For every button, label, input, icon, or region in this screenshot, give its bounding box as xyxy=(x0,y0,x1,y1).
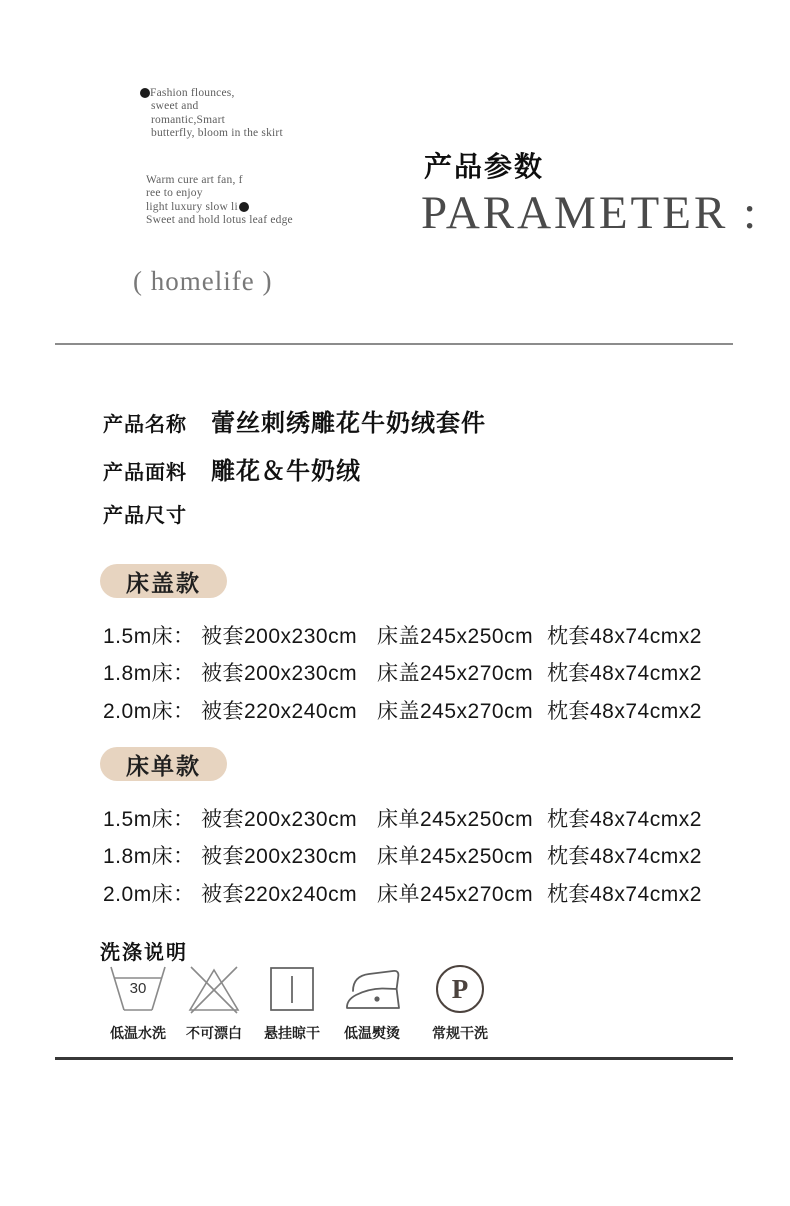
size-row xyxy=(103,799,702,837)
size-table-bedcover xyxy=(103,616,702,729)
bedcover-cell: 床盖245x270cm xyxy=(377,662,534,686)
brand-name: ( homelife ) xyxy=(133,266,273,296)
pillowcase-cell: 枕套48x74cmx2 xyxy=(547,845,702,869)
spec-row-size xyxy=(103,499,211,528)
pillowcase-cell: 枕套48x74cmx2 xyxy=(547,662,702,686)
size-row xyxy=(103,874,702,912)
bed-size-cell: 2.0m床： xyxy=(103,699,195,723)
intro-line: Sweet and hold lotus leaf edge xyxy=(146,214,293,227)
spec-label: 产品尺寸 xyxy=(103,505,187,527)
wash-item-dry-clean xyxy=(428,963,492,1043)
bedsheet-cell: 床单245x250cm xyxy=(377,807,534,831)
spec-row-fabric xyxy=(103,451,361,486)
size-row xyxy=(103,691,702,729)
dry-clean-letter: P xyxy=(451,973,469,1004)
bed-size-cell: 2.0m床： xyxy=(103,882,195,906)
spec-row-product-name xyxy=(103,403,486,438)
pillowcase-cell: 枕套48x74cmx2 xyxy=(547,624,702,648)
intro-line: sweet and xyxy=(151,100,199,113)
duvet-cover-cell: 被套200x230cm xyxy=(201,845,358,869)
intro-line: Fashion flounces, xyxy=(150,87,235,99)
bedcover-cell: 床盖245x250cm xyxy=(377,624,534,648)
spec-label: 产品面料 xyxy=(103,462,187,484)
wash-label: 低温熨烫 xyxy=(344,1025,400,1041)
bullet-dot-icon xyxy=(239,202,249,212)
spec-value: 雕花＆牛奶绒 xyxy=(211,458,361,485)
dry-clean-p-icon xyxy=(436,963,484,1015)
no-bleach-icon xyxy=(186,963,242,1015)
intro-text-block-1 xyxy=(151,87,283,141)
size-table-bedsheet xyxy=(103,799,702,912)
bullet-dot-icon xyxy=(140,88,150,98)
spec-value: 蕾丝刺绣雕花牛奶绒套件 xyxy=(211,410,486,437)
duvet-cover-cell: 被套220x240cm xyxy=(201,882,358,906)
duvet-cover-cell: 被套200x230cm xyxy=(201,662,358,686)
size-row xyxy=(103,654,702,692)
pillowcase-cell: 枕套48x74cmx2 xyxy=(547,882,702,906)
top-divider-line xyxy=(55,343,733,345)
section-title-chinese: 产品参数 xyxy=(424,151,545,182)
wash-temperature-value: 30 xyxy=(129,980,147,997)
bedsheet-cell: 床单245x250cm xyxy=(377,845,534,869)
wash-item-low-temp-wash xyxy=(100,963,176,1043)
intro-line: Warm cure art fan, f xyxy=(146,174,243,186)
bed-size-cell: 1.8m床： xyxy=(103,845,195,869)
wash-item-no-bleach xyxy=(182,963,246,1043)
wash-label: 低温水洗 xyxy=(110,1025,166,1041)
size-badge-bedsheet: 床单款 xyxy=(100,747,227,781)
bed-size-cell: 1.5m床： xyxy=(103,624,195,648)
wash-label: 悬挂晾干 xyxy=(264,1025,320,1041)
section-title-english: PARAMETER : xyxy=(421,187,760,239)
intro-line: romantic,Smart xyxy=(151,113,226,126)
wash-label: 常规干洗 xyxy=(432,1025,488,1041)
washing-instructions-title: 洗涤说明 xyxy=(100,942,188,964)
size-row xyxy=(103,616,702,654)
intro-line: light luxury slow li xyxy=(146,200,238,213)
duvet-cover-cell: 被套200x230cm xyxy=(201,624,358,648)
iron-low-icon xyxy=(342,963,402,1015)
intro-text-block-2 xyxy=(146,174,293,228)
duvet-cover-cell: 被套200x230cm xyxy=(201,807,358,831)
bedcover-cell: 床盖245x270cm xyxy=(377,699,534,723)
bed-size-cell: 1.5m床： xyxy=(103,807,195,831)
bottom-divider-line xyxy=(55,1057,733,1060)
pillowcase-cell: 枕套48x74cmx2 xyxy=(547,699,702,723)
wash-label: 不可漂白 xyxy=(186,1025,242,1041)
bedsheet-cell: 床单245x270cm xyxy=(377,882,534,906)
spec-label: 产品名称 xyxy=(103,414,187,436)
duvet-cover-cell: 被套220x240cm xyxy=(201,699,358,723)
bed-size-cell: 1.8m床： xyxy=(103,662,195,686)
pillowcase-cell: 枕套48x74cmx2 xyxy=(547,807,702,831)
intro-line: ree to enjoy xyxy=(146,187,203,200)
wash-item-low-temp-iron xyxy=(340,963,404,1043)
size-badge-bedcover: 床盖款 xyxy=(100,564,227,598)
intro-line: butterfly, bloom in the skirt xyxy=(151,127,283,140)
hang-dry-icon xyxy=(269,963,315,1015)
wash-30-icon xyxy=(106,963,170,1015)
size-row xyxy=(103,837,702,875)
wash-item-hang-dry xyxy=(262,963,322,1043)
